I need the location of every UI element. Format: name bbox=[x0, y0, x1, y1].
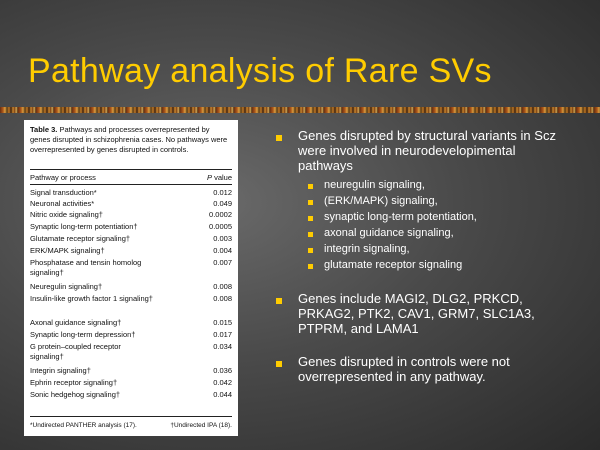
table-cell-pvalue: 0.036 bbox=[213, 366, 232, 375]
table-cell-pathway: Ephrin receptor signaling† bbox=[30, 378, 118, 387]
table-rule-bottom bbox=[30, 416, 232, 417]
table-cell-pathway: Insulin-like growth factor 1 signaling† bbox=[30, 294, 153, 303]
table-cell-pvalue: 0.017 bbox=[213, 330, 232, 339]
footnote-ipa: †Undirected IPA (18). bbox=[170, 422, 232, 429]
table-header bbox=[30, 173, 232, 182]
sub-bullet-item: axonal guidance signaling, bbox=[324, 227, 454, 239]
table-cell-pvalue: 0.007 bbox=[213, 258, 232, 267]
table-image bbox=[24, 120, 238, 436]
table-rule-header bbox=[30, 184, 232, 185]
table-cell-pvalue: 0.044 bbox=[213, 390, 232, 399]
table-cell-pathway: Synaptic long-term depression† bbox=[30, 330, 136, 339]
footnote-panther: *Undirected PANTHER analysis (17). bbox=[30, 422, 137, 429]
table-caption-text: Pathways and processes overrepresented by genes disrupted in schizophrenia cases. No pathways were overrepresented by genes disrupted in controls. bbox=[30, 125, 228, 154]
table-cell-pathway: Nitric oxide signaling† bbox=[30, 210, 103, 219]
sub-bullet-marker-icon bbox=[308, 248, 313, 253]
table-rule-top bbox=[30, 169, 232, 170]
table-cell-pathway: Neuregulin signaling† bbox=[30, 282, 103, 291]
table-cell-pathway: Sonic hedgehog signaling† bbox=[30, 390, 121, 399]
sub-bullet-item: neuregulin signaling, bbox=[324, 179, 425, 191]
table-caption-label: Table 3. bbox=[30, 125, 58, 134]
table-cell-pvalue: 0.015 bbox=[213, 318, 232, 327]
sub-bullet-item: synaptic long-term potentiation, bbox=[324, 211, 477, 223]
bullet-marker-icon bbox=[276, 361, 282, 367]
bullet-item: Genes disrupted by structural variants in Scz were involved in neurodevelopimental pathways bbox=[298, 128, 556, 173]
slide-title: Pathway analysis of Rare SVs bbox=[28, 52, 492, 90]
sub-bullet-item: integrin signaling, bbox=[324, 243, 410, 255]
table-cell-pvalue: 0.012 bbox=[213, 188, 232, 197]
table-cell-pathway: Signal transduction* bbox=[30, 188, 97, 197]
table-cell-pathway: Phosphatase and tensin homolog signaling† bbox=[30, 258, 142, 277]
table-cell-pvalue: 0.004 bbox=[213, 246, 232, 255]
table-caption bbox=[30, 125, 232, 155]
sub-bullet-marker-icon bbox=[308, 264, 313, 269]
table-footnote bbox=[30, 422, 232, 429]
table-header-pathway: Pathway or process bbox=[30, 173, 96, 182]
table-cell-pvalue: 0.008 bbox=[213, 294, 232, 303]
sub-bullet-marker-icon bbox=[308, 232, 313, 237]
table-cell-pvalue: 0.049 bbox=[213, 199, 232, 208]
bullet-marker-icon bbox=[276, 135, 282, 141]
bullet-marker-icon bbox=[276, 298, 282, 304]
sub-bullet-marker-icon bbox=[308, 184, 313, 189]
table-cell-pvalue: 0.0002 bbox=[209, 210, 232, 219]
table-cell-pathway: Axonal guidance signaling† bbox=[30, 318, 122, 327]
table-header-pvalue: P value bbox=[206, 173, 232, 182]
table-cell-pvalue: 0.0005 bbox=[209, 222, 232, 231]
bullet-item: Genes disrupted in controls were not overrepresented in any pathway. bbox=[298, 354, 510, 384]
table-cell-pvalue: 0.042 bbox=[213, 378, 232, 387]
table-cell-pathway: G protein–coupled receptor signaling† bbox=[30, 342, 121, 361]
sub-bullet-item: (ERK/MAPK) signaling, bbox=[324, 195, 438, 207]
table-cell-pathway: Neuronal activities* bbox=[30, 199, 95, 208]
bullet-item: Genes include MAGI2, DLG2, PRKCD, PRKAG2, PTK2, CAV1, GRM7, SLC1A3, PTPRM, and LAMA1 bbox=[298, 291, 535, 336]
table-cell-pvalue: 0.003 bbox=[213, 234, 232, 243]
sub-bullet-marker-icon bbox=[308, 216, 313, 221]
table-cell-pathway: Synaptic long-term potentiation† bbox=[30, 222, 138, 231]
table-cell-pathway: Integrin signaling† bbox=[30, 366, 91, 375]
table-cell-pvalue: 0.008 bbox=[213, 282, 232, 291]
table-cell-pathway: ERK/MAPK signaling† bbox=[30, 246, 105, 255]
decorative-divider bbox=[0, 107, 600, 113]
sub-bullet-item: glutamate receptor signaling bbox=[324, 259, 463, 271]
table-cell-pathway: Glutamate receptor signaling† bbox=[30, 234, 131, 243]
table-cell-pvalue: 0.034 bbox=[213, 342, 232, 351]
sub-bullet-marker-icon bbox=[308, 200, 313, 205]
